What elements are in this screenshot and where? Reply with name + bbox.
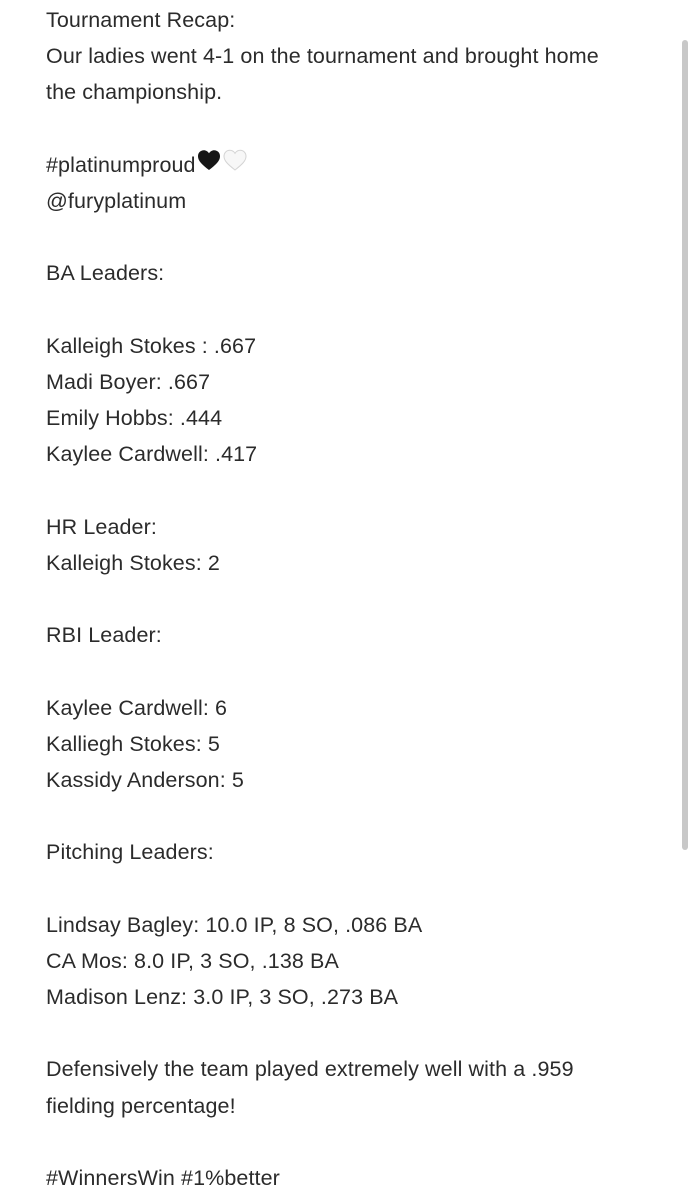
black-heart-icon xyxy=(197,146,221,182)
blank-line xyxy=(46,871,666,907)
blank-line xyxy=(46,111,666,147)
closing-hashtags[interactable]: #WinnersWin #1%better xyxy=(46,1166,280,1190)
blank-line xyxy=(46,219,666,255)
defense-line-1: Defensively the team played extremely well with a .959 xyxy=(46,1057,574,1082)
blank-line xyxy=(46,1015,666,1051)
rbi-leader-item: Kaylee Cardwell: 6 xyxy=(46,695,228,720)
rbi-leader-item: Kassidy Anderson: 5 xyxy=(46,767,244,792)
blank-line xyxy=(46,581,666,617)
pitching-leader-item: Lindsay Bagley: 10.0 IP, 8 SO, .086 BA xyxy=(46,912,423,937)
ba-leader-item: Kalleigh Stokes : .667 xyxy=(46,333,257,358)
recap-title: Tournament Recap: xyxy=(46,8,236,32)
blank-line xyxy=(46,653,666,689)
vertical-scrollbar[interactable] xyxy=(682,0,688,860)
ba-leader-item: Madi Boyer: .667 xyxy=(46,369,211,394)
blank-line xyxy=(46,472,666,508)
scrollbar-thumb[interactable] xyxy=(682,40,688,850)
ba-leader-item: Emily Hobbs: .444 xyxy=(46,406,223,431)
rbi-leader-item: Kalliegh Stokes: 5 xyxy=(46,731,220,756)
rbi-leader-heading: RBI Leader: xyxy=(46,623,162,648)
mention-furyplatinum[interactable]: @furyplatinum xyxy=(46,188,187,213)
pitching-leaders-heading: Pitching Leaders: xyxy=(46,840,214,865)
hr-leader-heading: HR Leader: xyxy=(46,514,157,539)
note-body[interactable] xyxy=(46,2,666,1196)
pitching-leader-item: Madison Lenz: 3.0 IP, 3 SO, .273 BA xyxy=(46,985,399,1010)
ba-leaders-heading: BA Leaders: xyxy=(46,261,165,286)
recap-line-1: Our ladies went 4-1 on the tournament and brought home xyxy=(46,44,599,69)
recap-line-2: the championship. xyxy=(46,80,223,105)
pitching-leader-item: CA Mos: 8.0 IP, 3 SO, .138 BA xyxy=(46,948,339,973)
hashtag-line xyxy=(46,147,666,183)
blank-line xyxy=(46,292,666,328)
hr-leader-item: Kalleigh Stokes: 2 xyxy=(46,550,220,575)
ba-leader-item: Kaylee Cardwell: .417 xyxy=(46,442,258,467)
blank-line xyxy=(46,1124,666,1160)
blank-line xyxy=(46,798,666,834)
white-heart-icon xyxy=(222,146,248,182)
defense-line-2: fielding percentage! xyxy=(46,1093,236,1118)
hashtag-platinumproud[interactable]: #platinumproud xyxy=(46,152,196,177)
